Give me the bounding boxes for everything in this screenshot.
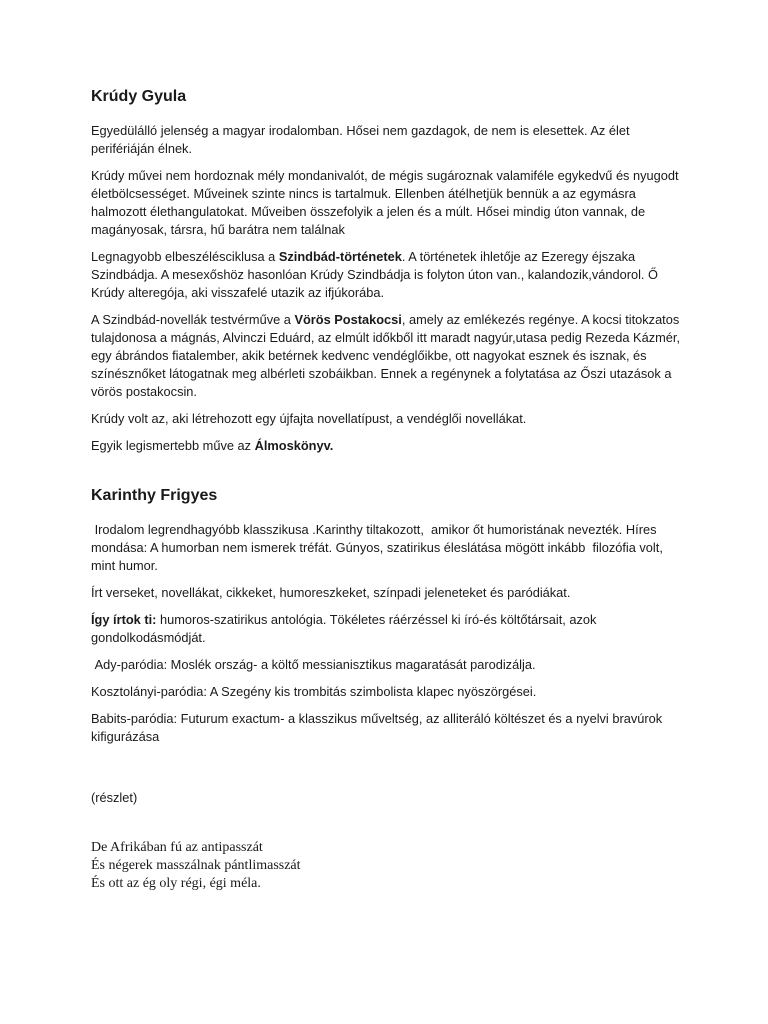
- paragraph: Írt verseket, novellákat, cikkeket, humoreszkeket, színpadi jeleneteket és paródiákat.: [91, 585, 571, 600]
- paragraph-text: humoros-szatirikus antológia. Tökéletes ráérzéssel ki író-és költőtársait, azok gondolkodásmódját.: [91, 612, 597, 645]
- paragraph: Irodalom legrendhagyóbb klasszikusa .Karinthy tiltakozott, amikor őt humoristának nevezték. Híres mondása: A humorban nem ismerek tréfát. Gúnyos, szatirikus éleslátása mögött inkább filozófia volt, mint humor.: [91, 522, 667, 573]
- paragraph: [91, 248, 683, 302]
- poem-excerpt: [91, 839, 683, 893]
- paragraph-text: Legnagyobb elbeszélésciklusa a: [91, 249, 279, 264]
- paragraph: Kosztolányi-paródia: A Szegény kis trombitás szimbolista klapec nyöszörgései.: [91, 684, 537, 699]
- paragraph-text: Egyik legismertebb műve az: [91, 438, 255, 453]
- paragraph: Ady-paródia: Moslék ország- a költő messianisztikus magaratását parodizálja.: [91, 657, 536, 672]
- paragraph: Krúdy volt az, aki létrehozott egy újfajta novellatípust, a vendéglői novellákat.: [91, 411, 527, 426]
- paragraph: Egyedülálló jelenség a magyar irodalomban. Hősei nem gazdagok, de nem is elesettek. Az élet perifériáján élnek.: [91, 123, 630, 156]
- section-title-krudy: Krúdy Gyula: [91, 88, 187, 105]
- paragraph-text: A Szindbád-novellák testvérműve a: [91, 312, 295, 327]
- paragraph: [91, 611, 683, 647]
- bold-title: Álmoskönyv.: [254, 438, 334, 453]
- excerpt-label: (részlet): [91, 790, 138, 805]
- bold-title: Szindbád-történetek: [278, 249, 402, 264]
- paragraph: [91, 437, 683, 455]
- paragraph: [91, 311, 683, 401]
- bold-title: Így írtok ti:: [91, 612, 157, 627]
- poem-line: És ott az ég oly régi, égi méla.: [91, 876, 261, 891]
- document-page: [91, 86, 683, 893]
- paragraph-text: , amely az emlékezés regénye. A kocsi titokzatos tulajdonosa a mágnás, Alvinczi Eduárd, az elmúlt időkből itt maradt nagyúr,utasa pedig Rezeda Kázmér, egy ábrándos fiatalember, akik betérnek kedvenc vendéglőikbe, ott nagyokat esznek és isznak, és színésznőket látogatnak meg albérleti szobáikban. Ennek a regénynek a folytatása az Őszi utazások a vörös postakocsin.: [91, 312, 680, 399]
- paragraph: Krúdy művei nem hordoznak mély mondanivalót, de mégis sugároznak valamiféle egykedvű és nyugodt életbölcsességet. Műveinek szinte nincs is tartalmuk. Ellenben átélhetjük bennük a az egymásra halmozott élethangulatokat. Műveiben összefolyik a jelen és a múlt. Hősei mindig úton vannak, de magányosak, társra, hű barátra nem találnak: [91, 168, 679, 237]
- section-title-karinthy: Karinthy Frigyes: [91, 487, 218, 504]
- poem-line: És négerek masszálnak pántlimasszát: [91, 858, 301, 873]
- paragraph-text: . A történetek ihletője az Ezeregy éjszaka Szindbádja. A meseхőshöz hasonlóan Krúdy Szindbádja is folyton úton van., kalandozik,vándorol. Ő Krúdy alteregója, aki visszafelé utazik az ifjúkorába.: [91, 249, 658, 300]
- paragraph: Babits-paródia: Futurum exactum- a klasszikus műveltség, az alliteráló költészet és a nyelvi bravúrok kifigurázása: [91, 711, 663, 744]
- spacer: [91, 755, 683, 789]
- bold-title: Vörös Postakocsi: [294, 312, 402, 327]
- poem-line: De Afrikában fú az antipasszát: [91, 840, 263, 855]
